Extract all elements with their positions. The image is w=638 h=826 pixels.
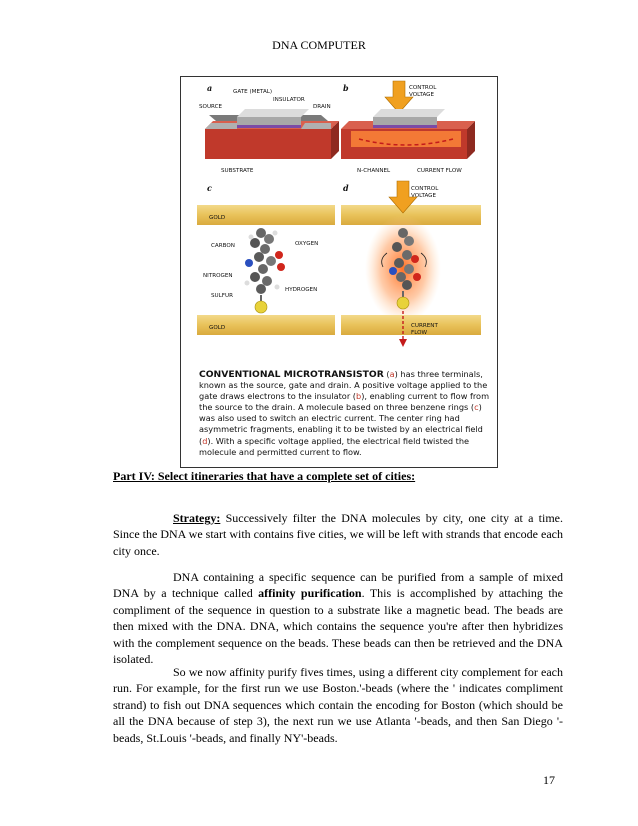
label-hydrogen: HYDROGEN [285, 287, 318, 293]
affinity-text-before: DNA containing a specific sequence can be purified from a sample of mixed DNA by a technique called [113, 570, 563, 601]
panel-b [341, 81, 475, 174]
label-control-b: CONTROL [409, 85, 437, 91]
label-nchannel: N-CHANNEL [357, 168, 391, 174]
label-sulfur: SULFUR [211, 293, 233, 299]
affinity-text-after: . This is accomplished by attaching the compliment of the sequence in question to a substrate like a magnetic bead. The beads are then mixed with the DNA. DNA, which contains the sequence you're after then hybridizes with the complement sequence on the beads. These beads can then be retrieved and the DNA isolated. [113, 586, 563, 667]
panel-a [199, 83, 339, 174]
caption-ref-d: d [202, 435, 208, 446]
panel-d-letter: d [343, 183, 349, 193]
label-current-d: CURRENT [411, 323, 438, 329]
caption-text-3: ), enabling current to flow from the source to the drain. A molecule based on three benzene rings ( [199, 391, 490, 413]
drain-block [301, 123, 331, 129]
paragraph-affinity [113, 569, 563, 667]
affinity-term: affinity purification [258, 586, 362, 601]
n-channel [351, 131, 461, 147]
label-gold-bottom: GOLD [209, 325, 226, 331]
paragraph-purify [113, 664, 563, 746]
source-block [205, 123, 237, 129]
label-flow-d: FLOW [411, 330, 428, 336]
label-carbon: CARBON [211, 243, 235, 249]
running-header: DNA COMPUTER [272, 38, 366, 52]
purify-text: So we now affinity purify fives times, using a different city complement for each run. For example, for the first run we use Boston.'-beads (where the ' indicates compliment strand) to fish out DNA sequences which contain the encoding for Boston (which should be all the DNA because of step 3), the next run we use Atlanta '-beads, and then San Diego '-beads, St.Louis '-beads, and finally NY'-beads. [113, 665, 563, 745]
label-voltage-b: VOLTAGE [409, 92, 435, 98]
label-nitrogen: NITROGEN [203, 273, 233, 279]
caption-text-4: ) was also used to switch an electric current. The center ring had asymmetric fragments, enabling it to be twisted by an electrical field ( [199, 402, 483, 446]
gate-top-b [373, 109, 445, 117]
panel-c [197, 183, 335, 335]
panel-a-letter: a [207, 83, 213, 93]
label-substrate: SUBSTRATE [221, 168, 254, 174]
label-insulator: INSULATOR [273, 97, 305, 103]
section-title: Part IV: Select itineraries that have a complete set of cities: [113, 469, 416, 483]
gate-front [237, 117, 301, 125]
gate-top [237, 109, 309, 117]
molecule-c [245, 228, 286, 313]
paragraph-strategy [113, 510, 563, 559]
caption-text-2: ) has three terminals, known as the source, gate and drain. A positive voltage applied to the gate draws electrons to the insulator ( [199, 369, 488, 402]
page-number: 17 [543, 773, 555, 787]
strategy-text: Successively filter the DNA molecules by city, one city at a time. Since the DNA we start with contains five cities, we will be left with strands that encode each city once. [113, 511, 563, 558]
current-arrowhead-d [399, 339, 407, 347]
label-voltage-d: VOLTAGE [411, 193, 437, 199]
caption-text-5: ). With a specific voltage applied, the electrical field twisted the molecule and permitted current to flow. [199, 435, 470, 457]
caption-ref-b: b [355, 391, 362, 402]
figure-caption [199, 369, 491, 458]
label-current-flow-b: CURRENT FLOW [417, 168, 462, 174]
gate-front-b [373, 117, 437, 125]
transistor-figure [180, 76, 498, 468]
caption-ref-a: a [389, 369, 395, 379]
label-gate: GATE (METAL) [233, 89, 273, 95]
caption-title: CONVENTIONAL MICROTRANSISTOR [199, 369, 384, 380]
caption-text-1: ( [383, 369, 390, 379]
label-oxygen: OXYGEN [295, 241, 319, 247]
panel-c-letter: c [207, 183, 212, 193]
label-control-d: CONTROL [411, 186, 439, 192]
panel-d [341, 181, 481, 347]
strategy-label: Strategy: [173, 511, 221, 525]
insulator [237, 125, 301, 128]
caption-ref-c: c [474, 402, 479, 413]
panel-b-letter: b [343, 83, 349, 93]
label-gold-top: GOLD [209, 215, 226, 221]
substrate-front [205, 129, 331, 159]
insulator-b [373, 125, 437, 128]
label-drain: DRAIN [313, 104, 331, 110]
label-source: SOURCE [199, 104, 223, 110]
figure-illustration [181, 77, 497, 367]
